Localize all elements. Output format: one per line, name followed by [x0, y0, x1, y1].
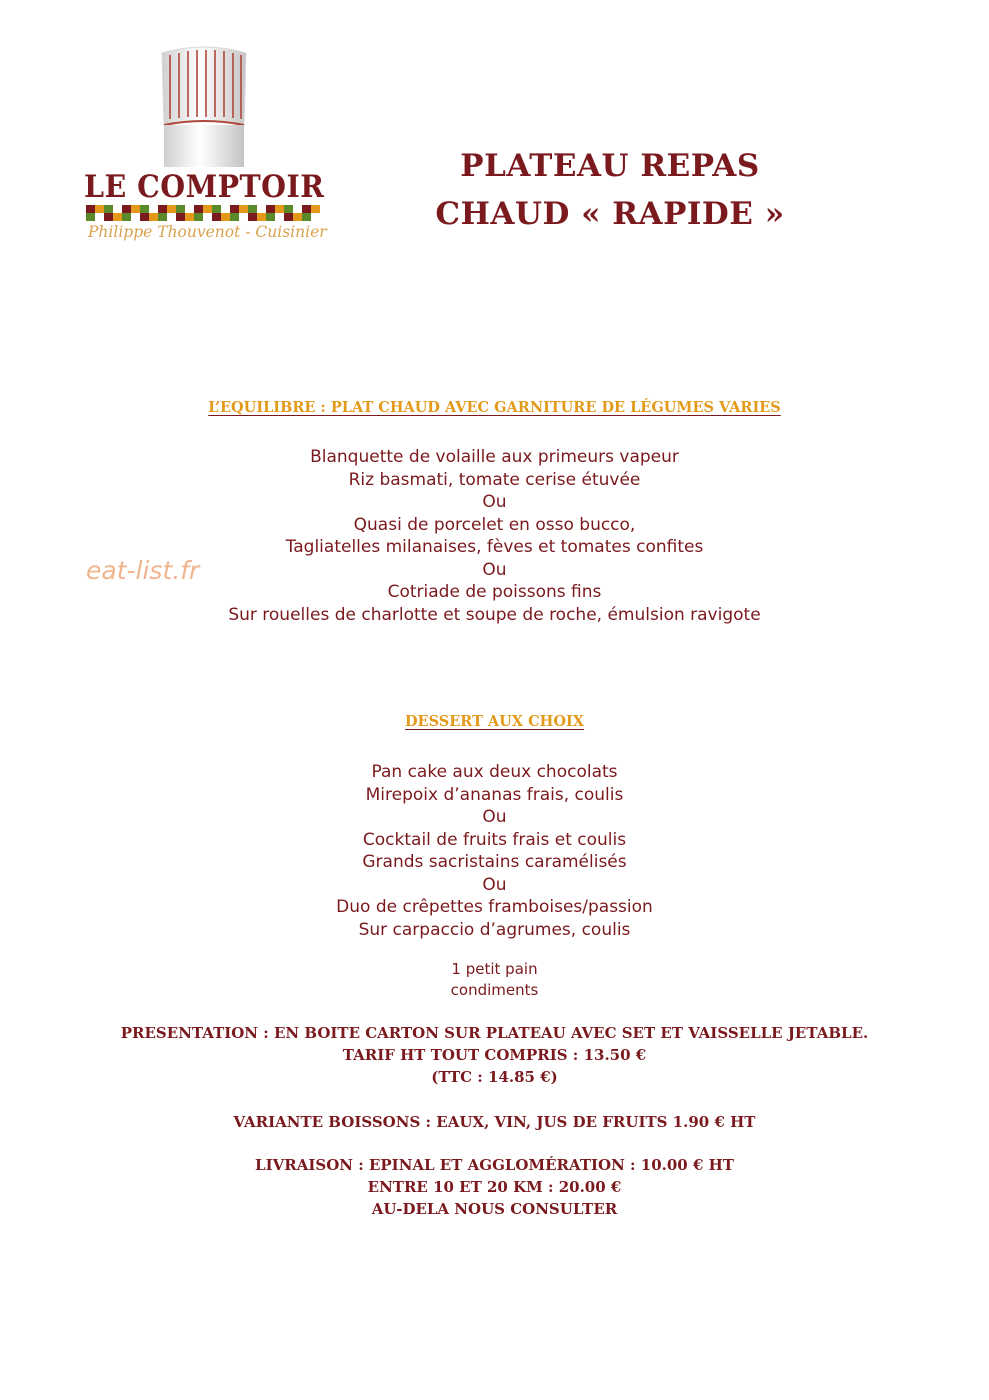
menu-line: Ou	[482, 874, 507, 895]
main-course-list	[0, 446, 989, 626]
menu-line: Cocktail de fruits frais et coulis	[362, 829, 627, 850]
title-line-2: CHAUD « RAPIDE »	[435, 196, 785, 232]
extras-list	[0, 959, 989, 1001]
title-line-1: PLATEAU REPAS	[460, 148, 760, 184]
delivery-line: ENTRE 10 ET 20 KM : 20.00 €	[367, 1178, 622, 1196]
menu-line: Ou	[482, 492, 507, 512]
logo	[80, 45, 330, 250]
presentation-line: PRESENTATION : EN BOITE CARTON SUR PLATEAU AVEC SET ET VAISSELLE JETABLE.	[120, 1024, 869, 1042]
extra-item: 1 petit pain	[451, 960, 538, 978]
menu-line: Cotriade de poissons fins	[387, 582, 602, 602]
price-ht: TARIF HT TOUT COMPRIS : 13.50 €	[342, 1046, 647, 1064]
extra-item: condiments	[450, 981, 539, 999]
logo-name: LE COMPTOIR	[84, 169, 325, 205]
delivery-line: LIVRAISON : EPINAL ET AGGLOMÉRATION : 10.00 € HT	[255, 1156, 734, 1174]
menu-line: Duo de crêpettes framboises/passion	[336, 897, 653, 917]
delivery-line: AU-DELA NOUS CONSULTER	[371, 1200, 618, 1218]
dessert-list	[0, 761, 989, 941]
menu-line: Quasi de porcelet en osso bucco,	[353, 514, 636, 535]
price-ttc: (TTC : 14.85 €)	[431, 1068, 558, 1086]
menu-line: Sur carpaccio d’agrumes, coulis	[358, 919, 631, 940]
menu-line: Tagliatelles milanaises, fèves et tomates confites	[285, 537, 704, 557]
watermark: eat-list.fr	[86, 556, 200, 585]
menu-line: Ou	[482, 807, 507, 827]
menu-line: Riz basmati, tomate cerise étuvée	[348, 469, 641, 490]
delivery-block	[0, 1154, 989, 1220]
logo-signature: Philippe Thouvenot - Cuisinier	[88, 223, 327, 241]
presentation-block	[0, 1022, 989, 1088]
dessert-heading: DESSERT AUX CHOIX	[404, 713, 585, 730]
menu-line: Mirepoix d’ananas frais, coulis	[365, 784, 624, 805]
menu-line: Pan cake aux deux chocolats	[371, 762, 618, 782]
menu-line: Ou	[482, 559, 507, 580]
chef-hat-icon	[158, 45, 250, 170]
checker-pattern	[86, 205, 320, 221]
menu-line: Grands sacristains caramélisés	[362, 852, 627, 872]
menu-line: Sur rouelles de charlotte et soupe de roche, émulsion ravigote	[228, 604, 761, 625]
menu-line: Blanquette de volaille aux primeurs vapeur	[310, 447, 679, 467]
drinks-line: VARIANTE BOISSONS : EAUX, VIN, JUS DE FRUITS 1.90 € HT	[233, 1113, 756, 1131]
page-title	[420, 142, 800, 238]
main-course-heading: L’EQUILIBRE : PLAT CHAUD AVEC GARNITURE DE LÉGUMES VARIES	[208, 399, 781, 416]
